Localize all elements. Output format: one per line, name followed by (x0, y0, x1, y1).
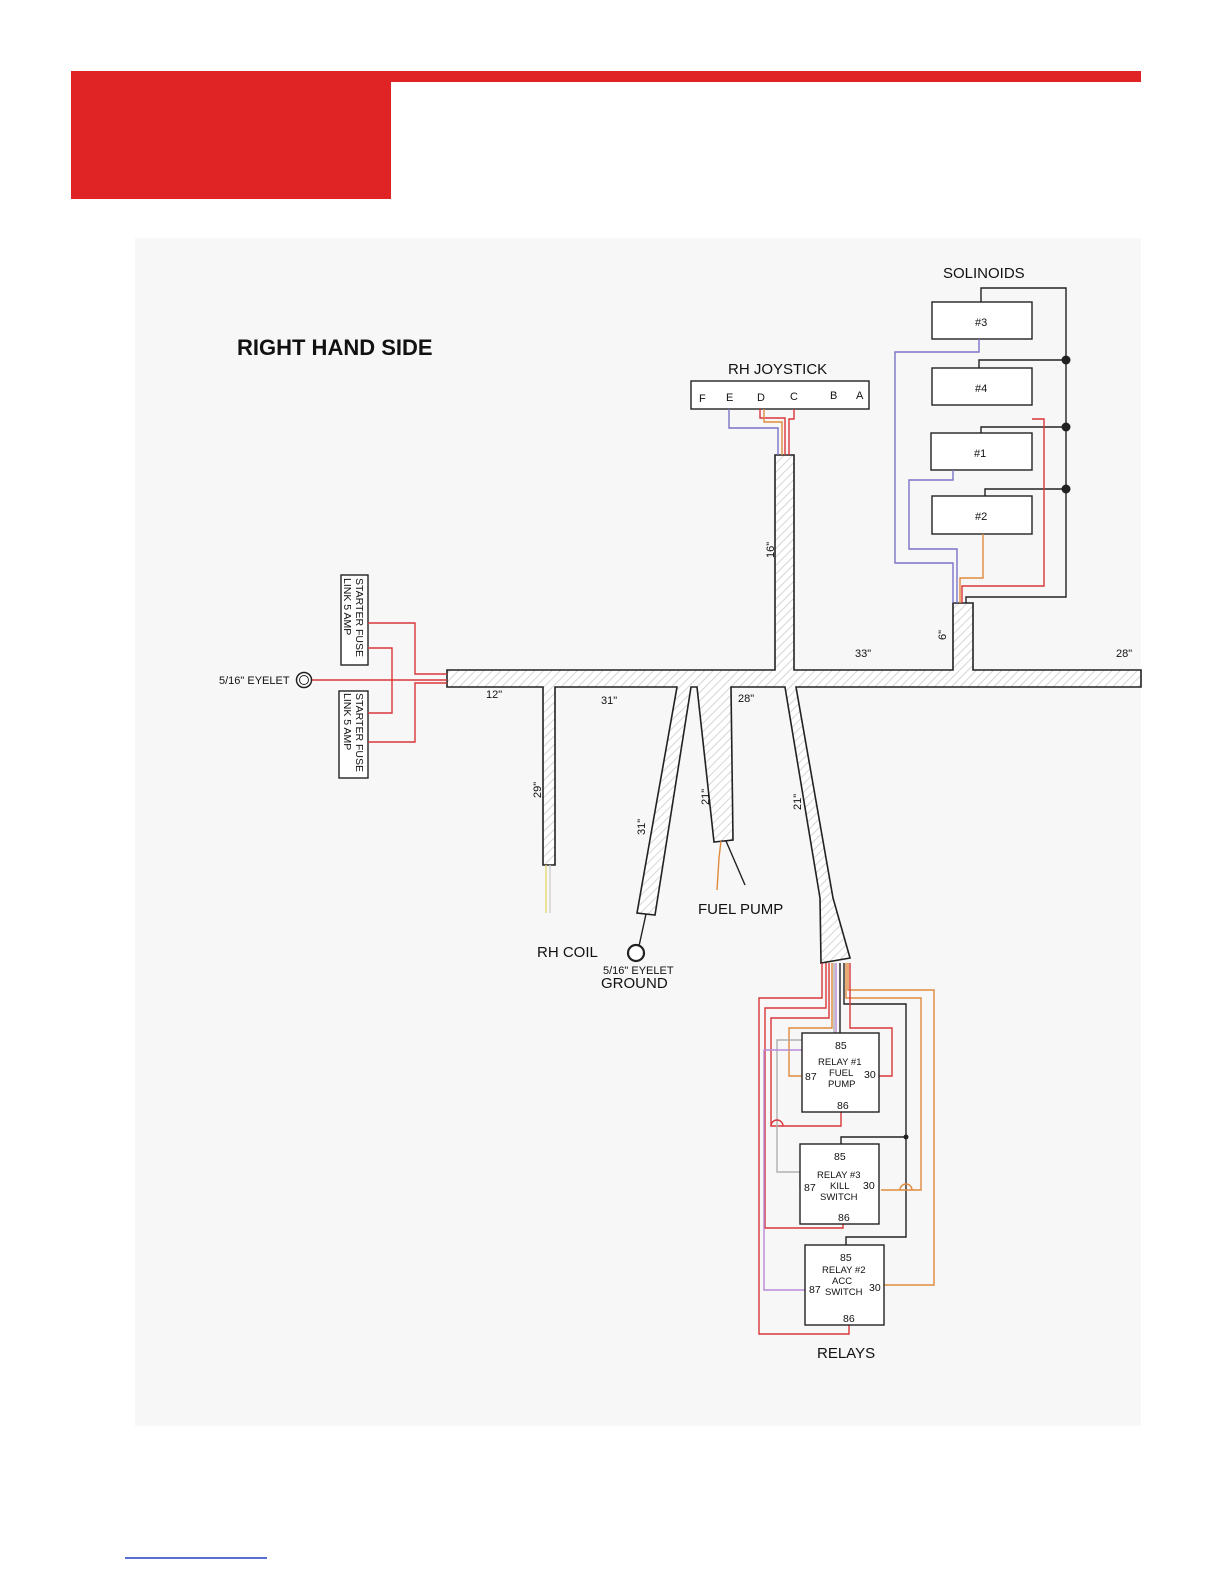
length-pump-21: 21" (700, 788, 712, 805)
joystick-pin-e: E (726, 392, 734, 404)
joystick-connector (691, 381, 869, 409)
joystick-pin-a: A (856, 390, 864, 402)
harness-trunk (447, 455, 1141, 963)
length-seg-28: 28" (738, 693, 755, 705)
relay-1-pin-86: 86 (837, 1100, 849, 1112)
relay-3-pin-86: 86 (838, 1212, 850, 1224)
page-title: RIGHT HAND SIDE (237, 335, 433, 360)
fuse-bottom-line1: STARTER FUSE (353, 693, 365, 772)
relay-3-line1: RELAY #3 (817, 1170, 861, 1181)
length-down-29: 29" (532, 781, 544, 798)
fuel-pump-label: FUEL PUMP (698, 901, 784, 918)
relay-1 (802, 1033, 879, 1112)
relay-2-line2: ACC (832, 1276, 853, 1287)
coil-eyelet-label: 5/16" EYELET (603, 965, 674, 977)
length-solenoid-branch: 6" (937, 629, 949, 640)
relay-1-pin-30: 30 (864, 1069, 876, 1081)
relay-3-line2: KILL (830, 1181, 850, 1192)
solenoid-3: #3 (975, 317, 988, 329)
length-main-33: 33" (855, 648, 872, 660)
length-left-12: 12" (486, 689, 503, 701)
fuse-wires (312, 623, 447, 742)
relay-1-line1: RELAY #1 (818, 1057, 862, 1068)
relay-2-line1: RELAY #2 (822, 1265, 866, 1276)
eyelet-left-label: 5/16" EYELET (219, 675, 290, 687)
solenoid-2: #2 (975, 511, 988, 523)
relay-1-pin-85: 85 (835, 1040, 847, 1052)
length-coil-31: 31" (636, 818, 648, 835)
length-seg-31: 31" (601, 695, 618, 707)
relay-2-pin-87: 87 (809, 1284, 821, 1296)
solenoids-label: SOLINOIDS (943, 265, 1025, 282)
ground-label: GROUND (601, 975, 668, 992)
fuse-top-line1: STARTER FUSE (353, 578, 365, 657)
relay-2-pin-86: 86 (843, 1313, 855, 1325)
joystick-wires (729, 409, 794, 455)
relay-1-line2: FUEL (829, 1068, 854, 1079)
joystick-pin-d: D (757, 392, 765, 404)
joystick-pin-c: C (790, 391, 798, 403)
relay-3-pin-30: 30 (863, 1180, 875, 1192)
rh-coil-label: RH COIL (537, 944, 598, 961)
fuse-top-line2: LINK 5 AMP (341, 578, 353, 636)
coil-eyelet-ring (628, 945, 644, 961)
relay-3-pin-87: 87 (804, 1182, 816, 1194)
relay-3-line3: SWITCH (820, 1192, 858, 1203)
relay-2 (805, 1245, 884, 1325)
eyelet-left-ring (297, 673, 312, 688)
relay-3 (800, 1144, 879, 1224)
relay-2-line3: SWITCH (825, 1287, 863, 1298)
solenoid-boxes (931, 302, 1032, 534)
length-relay-21: 21" (792, 793, 804, 810)
footer-link-underline (125, 1557, 267, 1559)
fuse-bottom-line2: LINK 5 AMP (341, 693, 353, 751)
length-main-28-right: 28" (1116, 648, 1133, 660)
relays-label: RELAYS (817, 1345, 876, 1362)
solenoid-1: #1 (974, 448, 987, 460)
joystick-pin-b: B (830, 390, 838, 402)
joystick-label: RH JOYSTICK (728, 361, 828, 378)
joystick-pin-f: F (699, 393, 706, 405)
relay-1-line3: PUMP (828, 1079, 856, 1090)
relay-2-pin-30: 30 (869, 1282, 881, 1294)
relay-3-pin-85: 85 (834, 1151, 846, 1163)
relay-junction-dot (904, 1135, 909, 1140)
relay-2-pin-85: 85 (840, 1252, 852, 1264)
length-joystick-branch: 16" (765, 541, 777, 558)
relay-1-pin-87: 87 (805, 1071, 817, 1083)
solenoid-4: #4 (975, 383, 988, 395)
